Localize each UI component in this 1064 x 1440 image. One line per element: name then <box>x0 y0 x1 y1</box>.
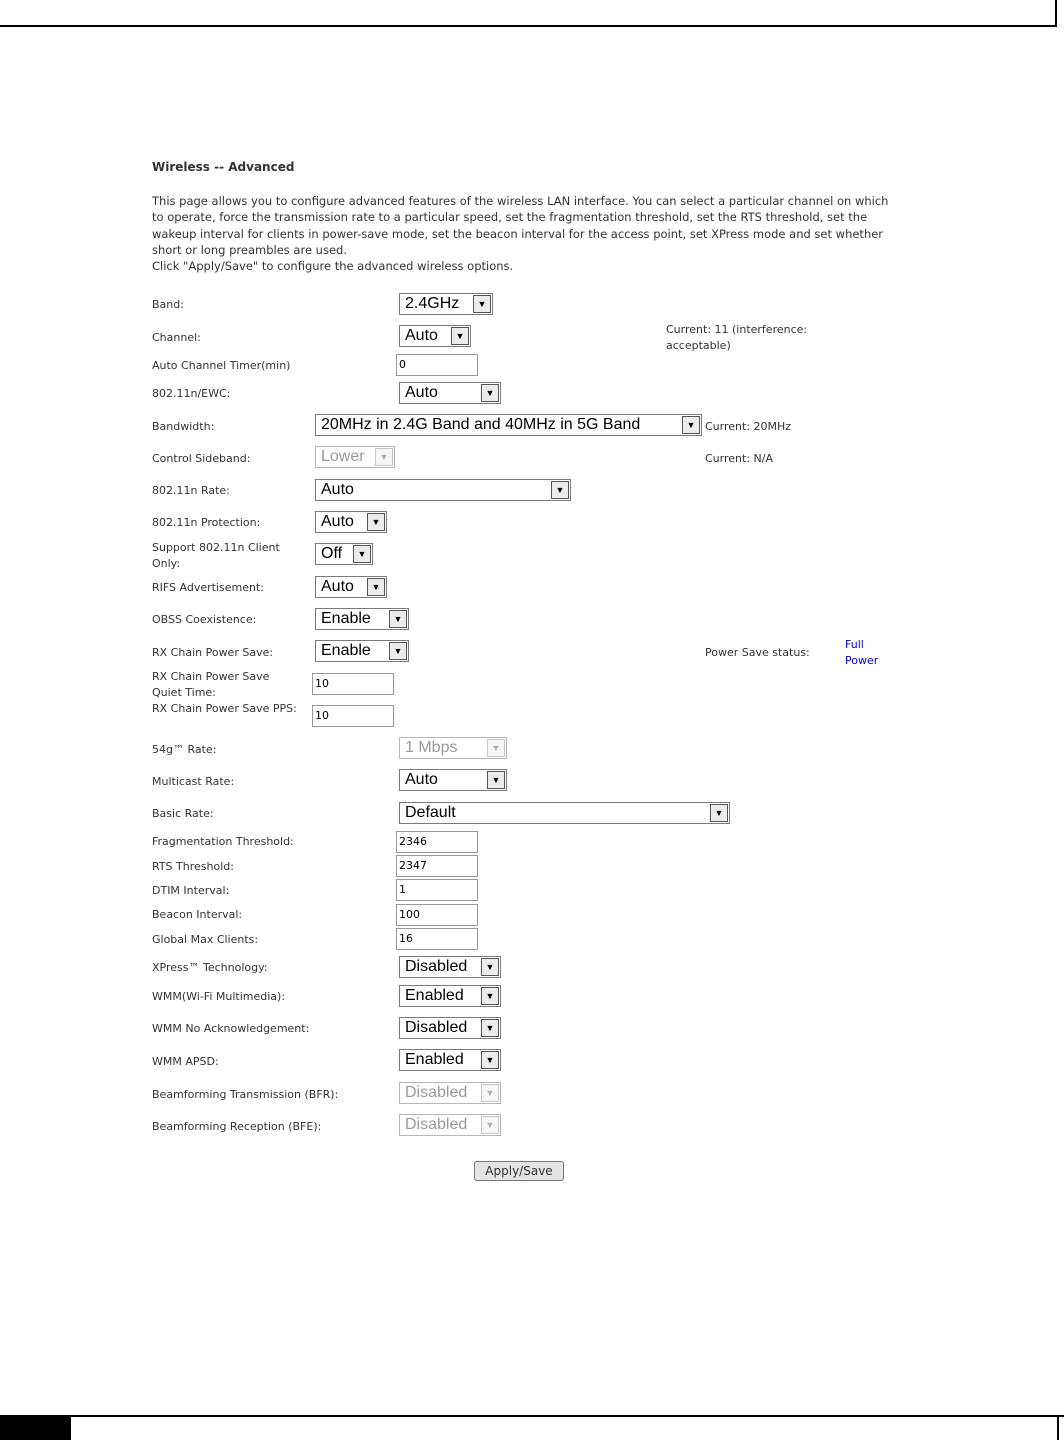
rx-chain-ps-label: RX Chain Power Save: <box>152 646 274 659</box>
basic-rate-label: Basic Rate: <box>152 807 214 820</box>
rate-54g-label: 54g™ Rate: <box>152 743 217 756</box>
channel-select[interactable] <box>399 325 471 347</box>
power-save-status-value: Full Power <box>845 638 879 667</box>
chevron-down-icon: ▼ <box>487 739 505 757</box>
n-rate-value: Auto <box>321 481 354 498</box>
wmm-apsd-select[interactable] <box>399 1049 501 1071</box>
chevron-down-icon: ▼ <box>367 578 385 596</box>
chevron-down-icon: ▼ <box>473 295 491 313</box>
chevron-down-icon: ▼ <box>481 987 499 1005</box>
rx-chain-ps-select[interactable] <box>315 640 409 662</box>
rate-54g-value: 1 Mbps <box>405 739 458 756</box>
obss-select[interactable] <box>315 608 409 630</box>
description-text: This page allows you to configure advanced features of the wireless LAN interface. You can select a particular channel on which to operate, force the transmission rate to a particular speed, set the fragmentation threshold, set the RTS threshold, set the wakeup interval for clients in power-save mode, set the beacon interval for the access point, set XPress mode and set whether short or long preambles are used. <box>152 194 889 257</box>
wmm-noack-select[interactable] <box>399 1017 501 1039</box>
multicast-rate-label: Multicast Rate: <box>152 775 235 788</box>
frag-threshold-input[interactable]: 2346 <box>396 831 478 853</box>
support-n-only-value: Off <box>321 545 343 562</box>
page-description <box>152 193 892 274</box>
rx-pps-input[interactable]: 10 <box>312 705 394 727</box>
max-clients-label: Global Max Clients: <box>152 933 259 946</box>
n-ewc-label: 802.11n/EWC: <box>152 387 231 400</box>
page-footer-block <box>0 1417 71 1440</box>
wmm-value: Enabled <box>405 987 464 1004</box>
n-rate-label: 802.11n Rate: <box>152 484 230 497</box>
chevron-down-icon: ▼ <box>367 513 385 531</box>
n-protection-label: 802.11n Protection: <box>152 516 261 529</box>
chevron-down-icon: ▼ <box>682 416 700 434</box>
n-rate-select[interactable] <box>315 479 571 501</box>
wmm-label: WMM(Wi-Fi Multimedia): <box>152 990 286 1003</box>
frag-threshold-label: Fragmentation Threshold: <box>152 835 294 848</box>
bandwidth-label: Bandwidth: <box>152 420 215 433</box>
n-ewc-value: Auto <box>405 384 438 401</box>
beacon-input[interactable]: 100 <box>396 904 478 926</box>
dtim-label: DTIM Interval: <box>152 884 230 897</box>
chevron-down-icon: ▼ <box>375 448 393 466</box>
rifs-value: Auto <box>321 578 354 595</box>
band-label: Band: <box>152 298 184 311</box>
chevron-down-icon: ▼ <box>710 804 728 822</box>
obss-label: OBSS Coexistence: <box>152 613 257 626</box>
rx-chain-ps-value: Enable <box>321 642 371 659</box>
multicast-rate-select[interactable] <box>399 769 507 791</box>
n-protection-select[interactable] <box>315 511 387 533</box>
chevron-down-icon: ▼ <box>389 610 407 628</box>
control-sideband-select <box>315 446 395 468</box>
n-ewc-select[interactable] <box>399 382 501 404</box>
chevron-down-icon: ▼ <box>481 384 499 402</box>
control-sideband-current: Current: N/A <box>705 452 773 465</box>
wmm-select[interactable] <box>399 985 501 1007</box>
instruction-text: Click "Apply/Save" to configure the advanced wireless options. <box>152 259 514 274</box>
page-title: Wireless -- Advanced <box>152 160 295 174</box>
band-select[interactable] <box>399 293 493 315</box>
bfr-select <box>399 1082 501 1104</box>
apply-save-button[interactable]: Apply/Save <box>474 1161 564 1181</box>
bfr-value: Disabled <box>405 1084 468 1101</box>
chevron-down-icon: ▼ <box>481 958 499 976</box>
max-clients-input[interactable]: 16 <box>396 928 478 950</box>
multicast-rate-value: Auto <box>405 771 438 788</box>
bandwidth-value: 20MHz in 2.4G Band and 40MHz in 5G Band <box>321 416 641 433</box>
xpress-value: Disabled <box>405 958 468 975</box>
rate-54g-select <box>399 737 507 759</box>
bfr-label: Beamforming Transmission (BFR): <box>152 1088 339 1101</box>
wmm-noack-value: Disabled <box>405 1019 468 1036</box>
obss-value: Enable <box>321 610 371 627</box>
bfe-select <box>399 1114 501 1136</box>
chevron-down-icon: ▼ <box>551 481 569 499</box>
wmm-apsd-value: Enabled <box>405 1051 464 1068</box>
wmm-apsd-label: WMM APSD: <box>152 1055 219 1068</box>
auto-channel-timer-label: Auto Channel Timer(min) <box>152 359 291 372</box>
bandwidth-select[interactable] <box>315 414 702 436</box>
channel-label: Channel: <box>152 331 201 344</box>
chevron-down-icon: ▼ <box>487 771 505 789</box>
auto-channel-timer-input[interactable]: 0 <box>396 354 478 376</box>
bfe-value: Disabled <box>405 1116 468 1133</box>
rx-pps-label: RX Chain Power Save PPS: <box>152 702 297 715</box>
rts-threshold-input[interactable]: 2347 <box>396 855 478 877</box>
rifs-label: RIFS Advertisement: <box>152 581 264 594</box>
chevron-down-icon: ▼ <box>481 1051 499 1069</box>
xpress-label: XPress™ Technology: <box>152 961 268 974</box>
rifs-select[interactable] <box>315 576 387 598</box>
band-value: 2.4GHz <box>405 295 460 312</box>
beacon-label: Beacon Interval: <box>152 908 243 921</box>
dtim-input[interactable]: 1 <box>396 879 478 901</box>
chevron-down-icon: ▼ <box>451 327 469 345</box>
bandwidth-current: Current: 20MHz <box>705 420 792 433</box>
xpress-select[interactable] <box>399 956 501 978</box>
page-footer-border <box>0 1415 1064 1440</box>
bfe-label: Beamforming Reception (BFE): <box>152 1120 322 1133</box>
channel-current: Current: 11 (interference: acceptable) <box>666 323 808 352</box>
power-save-status-label: Power Save status: <box>705 646 810 659</box>
chevron-down-icon: ▼ <box>353 545 371 563</box>
chevron-down-icon: ▼ <box>481 1084 499 1102</box>
support-n-only-select[interactable] <box>315 543 373 565</box>
control-sideband-label: Control Sideband: <box>152 452 251 465</box>
chevron-down-icon: ▼ <box>481 1019 499 1037</box>
support-n-only-label: Support 802.11n Client Only: <box>152 541 280 570</box>
basic-rate-value: Default <box>405 804 456 821</box>
control-sideband-value: Lower <box>321 448 365 465</box>
rts-threshold-label: RTS Threshold: <box>152 860 234 873</box>
basic-rate-select[interactable] <box>399 802 730 824</box>
channel-value: Auto <box>405 327 438 344</box>
page-header-border <box>0 0 1057 27</box>
wmm-noack-label: WMM No Acknowledgement: <box>152 1022 310 1035</box>
chevron-down-icon: ▼ <box>389 642 407 660</box>
chevron-down-icon: ▼ <box>481 1116 499 1134</box>
page-footer-tick <box>1057 1417 1059 1440</box>
n-protection-value: Auto <box>321 513 354 530</box>
rx-quiet-time-input[interactable]: 10 <box>312 673 394 695</box>
rx-quiet-time-label: RX Chain Power Save Quiet Time: <box>152 670 270 699</box>
